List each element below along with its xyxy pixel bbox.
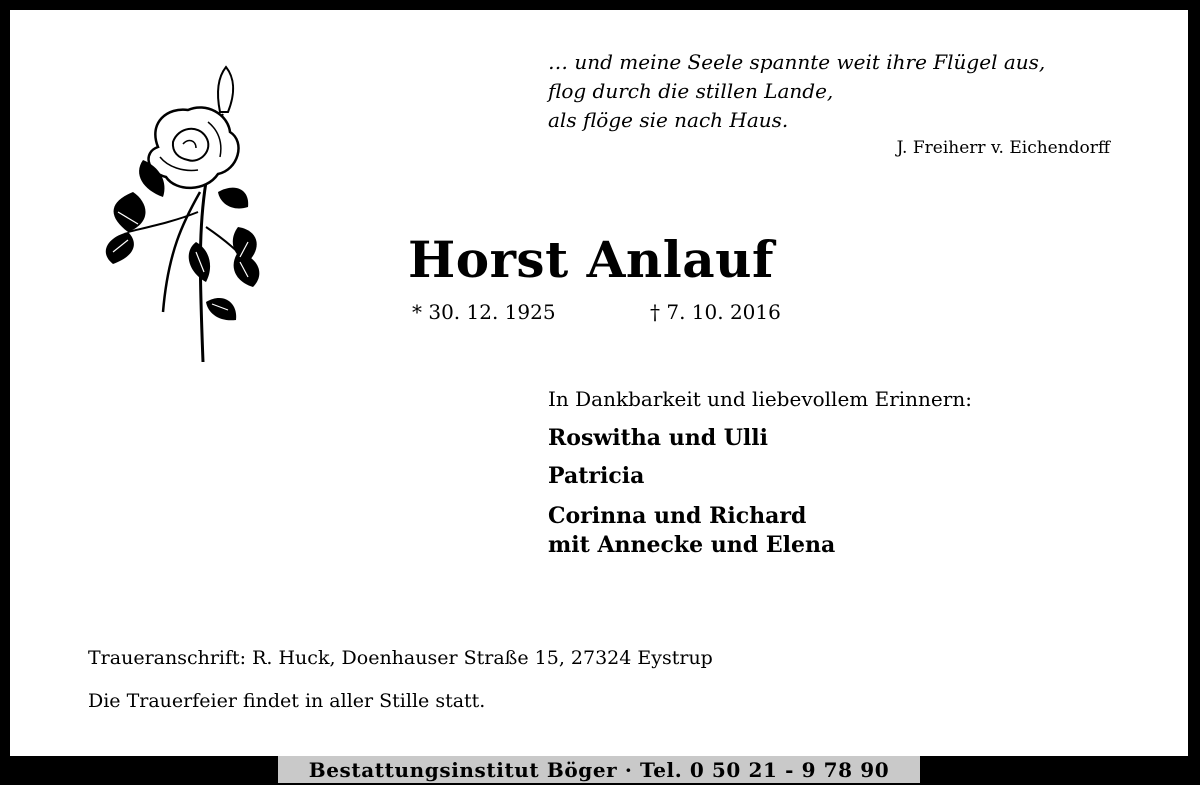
- death-date: † 7. 10. 2016: [650, 300, 781, 324]
- quote-line: flog durch die stillen Lande,: [548, 79, 834, 103]
- mourner-group: Patricia: [548, 463, 645, 489]
- mourner-group: Roswitha und Ulli: [548, 425, 768, 451]
- mourner-group: [548, 502, 835, 560]
- mourner-group-line: Corinna und Richard: [548, 503, 807, 529]
- rose-icon: [88, 52, 268, 364]
- funeral-home-footer: Bestattungsinstitut Böger · Tel. 0 50 21 - 9 78 90: [278, 756, 920, 783]
- deceased-name: Horst Anlauf: [408, 230, 774, 289]
- quote-author: J. Freiherr v. Eichendorff: [896, 138, 1110, 158]
- quote-line: … und meine Seele spannte weit ihre Flügel aus,: [548, 50, 1046, 74]
- mourning-address: Traueranschrift: R. Huck, Doenhauser Straße 15, 27324 Eystrup: [88, 647, 713, 669]
- mourner-group-line: mit Annecke und Elena: [548, 532, 836, 558]
- obituary-card: [10, 10, 1188, 756]
- birth-date: * 30. 12. 1925: [412, 300, 556, 324]
- quote-line: als flöge sie nach Haus.: [548, 108, 789, 132]
- quote-block: [548, 48, 1118, 135]
- mourners-intro: In Dankbarkeit und liebevollem Erinnern:: [548, 387, 972, 411]
- ceremony-note: Die Trauerfeier findet in aller Stille statt.: [88, 690, 486, 712]
